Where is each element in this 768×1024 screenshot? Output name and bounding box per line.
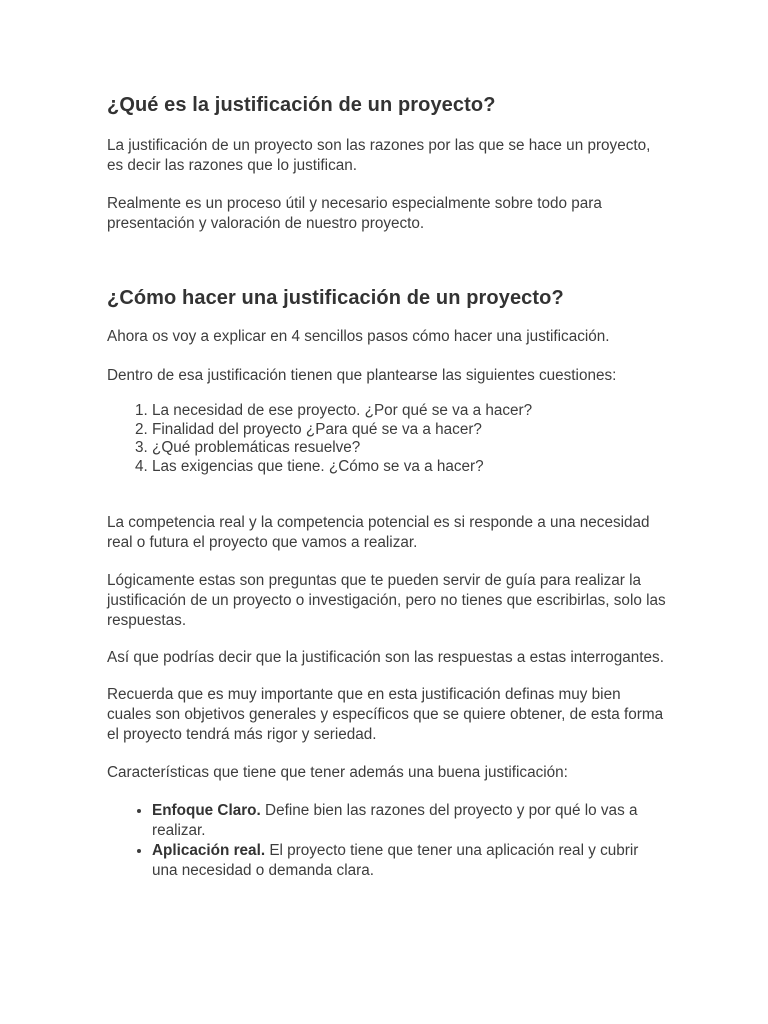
paragraph-competencia: La competencia real y la competencia potencial es si responde a una necesidad real o futura el proyecto que vamos a realizar.	[107, 514, 650, 551]
section-heading-que-es: ¿Qué es la justificación de un proyecto?	[107, 94, 496, 116]
section-heading-como-hacer: ¿Cómo hacer una justificación de un proyecto?	[107, 287, 564, 309]
paragraph-logicamente: Lógicamente estas son preguntas que te pueden servir de guía para realizar la justificación de un proyecto o investigación, pero no tienes que escribirlas, solo las respuestas.	[107, 572, 666, 629]
paragraph-questions-intro: Dentro de esa justificación tienen que plantearse las siguientes cuestiones:	[107, 367, 617, 384]
list-item	[152, 841, 667, 881]
questions-list	[107, 402, 667, 476]
characteristics-list	[107, 801, 667, 881]
document-content	[107, 92, 667, 881]
list-item: 4. Las exigencias que tiene. ¿Cómo se va a hacer?	[152, 458, 667, 477]
list-item: 1. La necesidad de ese proyecto. ¿Por qué se va a hacer?	[152, 402, 667, 421]
paragraph-definition: La justificación de un proyecto son las razones por las que se hace un proyecto, es decir las razones que lo justifican.	[107, 137, 651, 174]
paragraph-intro: Ahora os voy a explicar en 4 sencillos pasos cómo hacer una justificación.	[107, 328, 610, 345]
characteristic-text: El proyecto tiene que tener una aplicación real y cubrir una necesidad o demanda clara.	[152, 842, 639, 879]
characteristic-term: Aplicación real.	[152, 842, 266, 859]
list-item: 2. Finalidad del proyecto ¿Para qué se va a hacer?	[152, 421, 667, 440]
paragraph-asi-que: Así que podrías decir que la justificación son las respuestas a estas interrogantes.	[107, 649, 664, 666]
list-item	[152, 801, 667, 841]
list-item: 3. ¿Qué problemáticas resuelve?	[152, 439, 667, 458]
paragraph-process: Realmente es un proceso útil y necesario especialmente sobre todo para presentación y valoración de nuestro proyecto.	[107, 195, 602, 232]
characteristic-term: Enfoque Claro.	[152, 802, 261, 819]
characteristic-text: Define bien las razones del proyecto y por qué lo vas a realizar.	[152, 802, 638, 839]
paragraph-caracteristicas: Características que tiene que tener además una buena justificación:	[107, 764, 568, 781]
paragraph-recuerda: Recuerda que es muy importante que en esta justificación definas muy bien cuales son objetivos generales y específicos que se quiere obtener, de esta forma el proyecto tendrá más rigor y seriedad.	[107, 686, 664, 743]
